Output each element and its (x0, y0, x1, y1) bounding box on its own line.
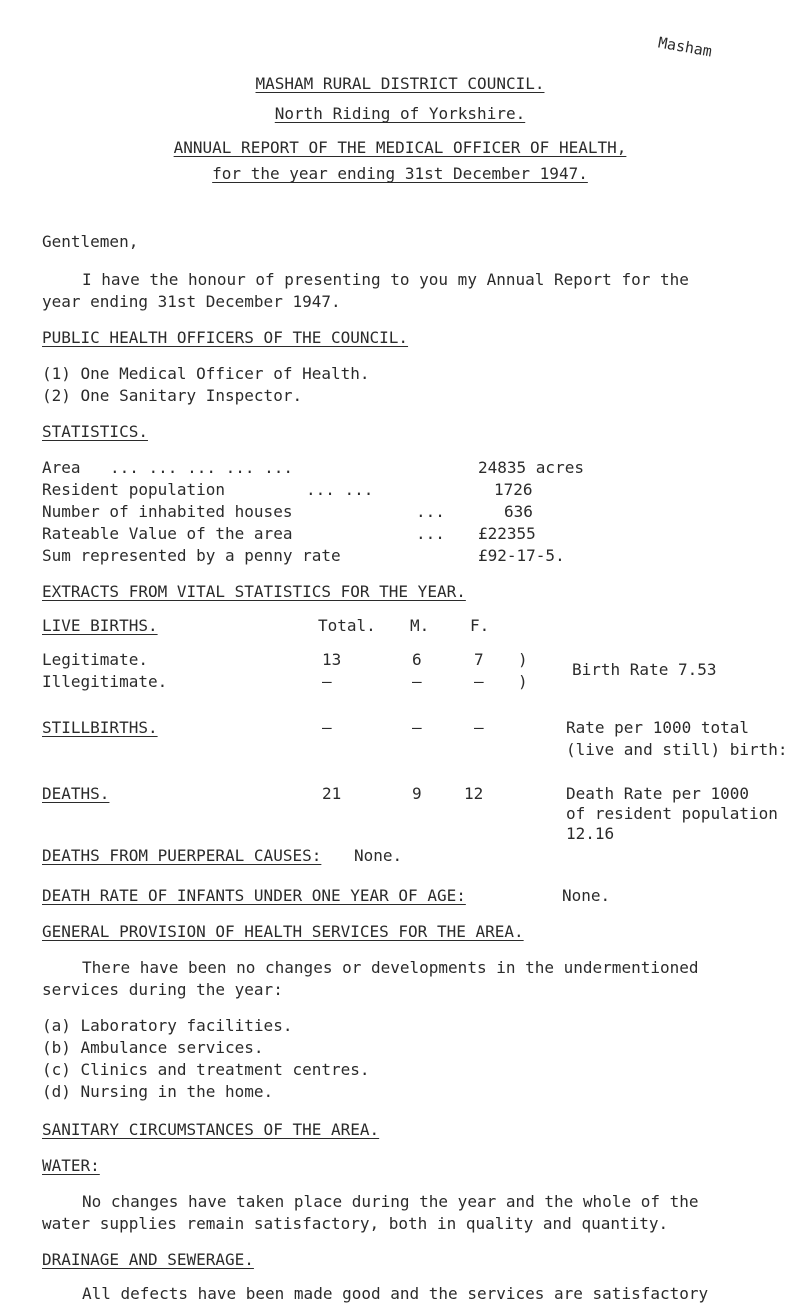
intro-line-2: year ending 31st December 1947. (42, 292, 341, 311)
col-female: F. (470, 616, 490, 635)
brace: ) (518, 650, 528, 669)
deaths-male: 9 (412, 784, 422, 803)
stillbirths-male: — (412, 718, 422, 737)
illegitimate-male: — (412, 672, 422, 691)
officer-item: (1) One Medical Officer of Health. (42, 364, 370, 383)
legitimate-total: 13 (322, 650, 342, 669)
still-rate-line-2: (live and still) birth: (566, 740, 788, 759)
stat-dots: ... (416, 502, 445, 521)
general-line-1: There have been no changes or developments in the undermentioned (82, 958, 699, 977)
stat-dots: ... (416, 524, 445, 543)
council-title: MASHAM RURAL DISTRICT COUNCIL. (255, 74, 545, 93)
water-line-1: No changes have taken place during the year and the whole of the (82, 1192, 699, 1211)
col-total: Total. (318, 616, 376, 635)
live-births-heading: LIVE BIRTHS. (42, 616, 158, 635)
stat-value: 1726 (494, 480, 533, 499)
service-item: (c) Clinics and treatment centres. (42, 1060, 370, 1079)
puerperal-label: DEATHS FROM PUERPERAL CAUSES: (42, 846, 322, 865)
water-line-2: water supplies remain satisfactory, both in quality and quantity. (42, 1214, 669, 1233)
stat-label: Resident population (42, 480, 226, 499)
infant-label: DEATH RATE OF INFANTS UNDER ONE YEAR OF AGE: (42, 886, 466, 905)
report-title: ANNUAL REPORT OF THE MEDICAL OFFICER OF HEALTH, (173, 138, 627, 157)
stat-dots: ... ... (306, 480, 374, 499)
stat-value: 636 (504, 502, 533, 521)
illegitimate-label: Illegitimate. (42, 672, 168, 691)
general-line-2: services during the year: (42, 980, 283, 999)
stat-dots: ... ... ... ... ... (110, 458, 294, 477)
service-item: (d) Nursing in the home. (42, 1082, 274, 1101)
intro-line-1: I have the honour of presenting to you my Annual Report for the (82, 270, 689, 289)
legitimate-label: Legitimate. (42, 650, 148, 669)
brace: ) (518, 672, 528, 691)
officer-item: (2) One Sanitary Inspector. (42, 386, 303, 405)
illegitimate-female: — (474, 672, 484, 691)
birth-rate: Birth Rate 7.53 (572, 660, 717, 679)
death-rate-line-3: 12.16 (566, 824, 615, 843)
stat-value: £92-17-5. (478, 546, 565, 565)
still-rate-line-1: Rate per 1000 total (566, 718, 750, 737)
statistics-heading: STATISTICS. (42, 422, 148, 441)
col-male: M. (410, 616, 430, 635)
legitimate-male: 6 (412, 650, 422, 669)
drainage-line-1: All defects have been made good and the services are satisfactory (82, 1284, 709, 1303)
stillbirths-female: — (474, 718, 484, 737)
salutation: Gentlemen, (42, 232, 139, 251)
public-health-heading: PUBLIC HEALTH OFFICERS OF THE COUNCIL. (42, 328, 409, 347)
deaths-total: 21 (322, 784, 342, 803)
deaths-female: 12 (464, 784, 484, 803)
handwritten-mark: Masham (656, 33, 714, 61)
stat-label: Number of inhabited houses (42, 502, 293, 521)
stat-label: Area (42, 458, 81, 477)
report-period: for the year ending 31st December 1947. (212, 164, 588, 183)
deaths-label: DEATHS. (42, 784, 110, 803)
vital-heading: EXTRACTS FROM VITAL STATISTICS FOR THE YEAR. (42, 582, 466, 601)
death-rate-line-1: Death Rate per 1000 (566, 784, 750, 803)
legitimate-female: 7 (474, 650, 484, 669)
service-item: (a) Laboratory facilities. (42, 1016, 293, 1035)
infant-value: None. (562, 886, 611, 905)
riding-subtitle: North Riding of Yorkshire. (274, 104, 526, 123)
drainage-heading: DRAINAGE AND SEWERAGE. (42, 1250, 254, 1269)
illegitimate-total: — (322, 672, 332, 691)
stillbirths-label: STILLBIRTHS. (42, 718, 158, 737)
service-item: (b) Ambulance services. (42, 1038, 264, 1057)
sanitary-heading: SANITARY CIRCUMSTANCES OF THE AREA. (42, 1120, 380, 1139)
stillbirths-total: — (322, 718, 332, 737)
puerperal-value: None. (354, 846, 403, 865)
stat-label: Rateable Value of the area (42, 524, 293, 543)
stat-label: Sum represented by a penny rate (42, 546, 341, 565)
stat-value: £22355 (478, 524, 536, 543)
stat-value: 24835 acres (478, 458, 584, 477)
water-heading: WATER: (42, 1156, 100, 1175)
death-rate-line-2: of resident population (566, 804, 778, 823)
general-heading: GENERAL PROVISION OF HEALTH SERVICES FOR THE AREA. (42, 922, 524, 941)
